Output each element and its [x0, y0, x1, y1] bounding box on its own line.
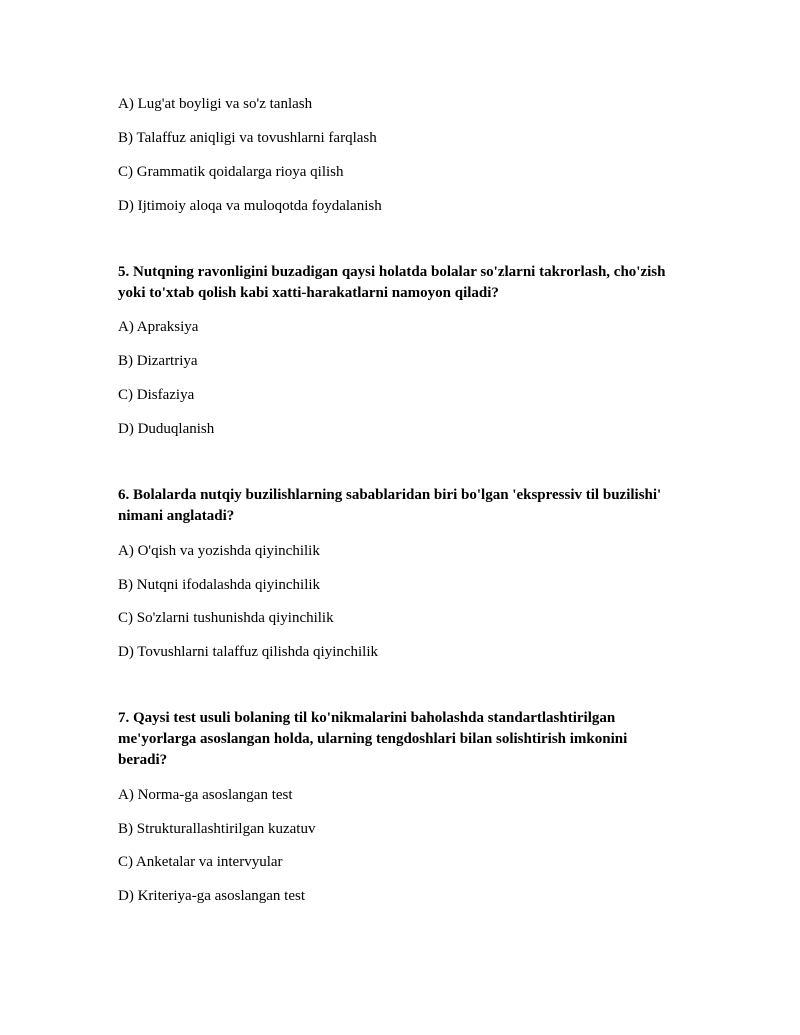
option-b: B) Talaffuz aniqligi va tovushlarni farqlash [118, 130, 377, 146]
option-d: D) Ijtimoiy aloqa va muloqotda foydalanish [118, 198, 382, 214]
q6-option-c: C) So'zlarni tushunishda qiyinchilik [118, 610, 334, 626]
q6-option-d: D) Tovushlarni talaffuz qilishda qiyinchilik [118, 644, 379, 660]
q7-option-b: B) Strukturallashtirilgan kuzatuv [118, 821, 316, 837]
q7-option-a: A) Norma-ga asoslangan test [118, 787, 293, 803]
option-c: C) Grammatik qoidalarga rioya qilish [118, 164, 344, 180]
q7-option-c: C) Anketalar va intervyular [118, 854, 283, 870]
q7-option-d: D) Kriteriya-ga asoslangan test [118, 888, 306, 904]
q5-option-a: A) Apraksiya [118, 319, 199, 335]
option-a: A) Lug'at boyligi va so'z tanlash [118, 96, 313, 112]
q6-option-a: A) O'qish va yozishda qiyinchilik [118, 543, 320, 559]
question-7: 7. Qaysi test usuli bolaning til ko'nikmalarini baholashda standartlashtirilgan me'yorlarga asoslangan holda, ularning tengdoshlari bilan solishtirish imkonini beradi? [118, 710, 628, 768]
q5-option-d: D) Duduqlanish [118, 421, 215, 437]
q5-option-b: B) Dizartriya [118, 353, 198, 369]
q5-option-c: C) Disfaziya [118, 387, 195, 403]
question-6: 6. Bolalarda nutqiy buzilishlarning sabablaridan biri bo'lgan 'ekspressiv til buzilishi' nimani anglatadi? [118, 487, 662, 524]
question-5: 5. Nutqning ravonligini buzadigan qaysi holatda bolalar so'zlarni takrorlash, cho'zish yoki to'xtab qolish kabi xatti-harakatlarni namoyon qiladi? [118, 264, 666, 301]
q6-option-b: B) Nutqni ifodalashda qiyinchilik [118, 577, 321, 593]
